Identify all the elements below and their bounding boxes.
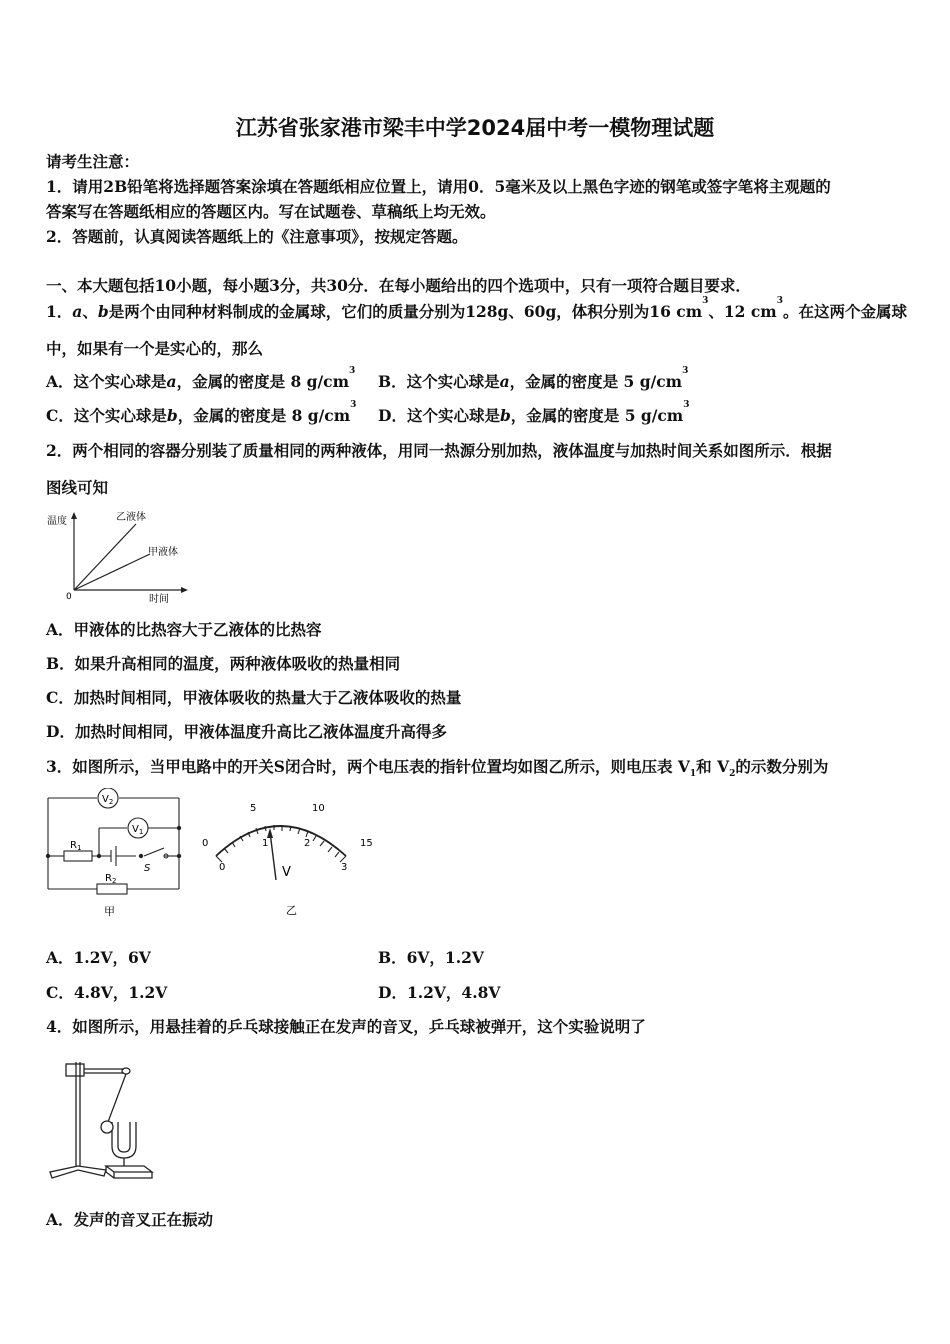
q3-option-a[interactable]: A．1.2V，6V (46, 948, 151, 967)
page-title: 江苏省张家港市梁丰中学2024届中考一模物理试题 (235, 116, 715, 140)
circuit-r1-label: $R_1$ (70, 840, 82, 852)
dial-caption: 乙 (286, 904, 297, 917)
q4-stem-line1: 4．如图所示，用悬挂着的乒乓球接触正在发声的音叉，乒乓球被弹开，这个实验说明了 (46, 1017, 646, 1036)
dial-top-tick-15: 15 (360, 838, 373, 849)
q1-stem-line2: 中，如果有一个是实心的，那么 (46, 339, 264, 358)
notice-item2: 2．答题前，认真阅读答题纸上的《注意事项》，按规定答题。 (46, 227, 468, 246)
dial-bottom-tick-0: 0 (219, 862, 226, 873)
circuit-switch-label: S (144, 863, 151, 874)
dial-top-tick-10: 10 (312, 803, 325, 814)
circuit-v1-label: $V_1$ (132, 824, 144, 836)
circuit-v2-label: $V_2$ (102, 794, 114, 806)
dial-needle (270, 832, 276, 880)
circuit-caption: 甲 (104, 905, 115, 918)
dial-bottom-tick-1: 1 (262, 838, 269, 849)
q3-circuit-diagram (44, 788, 189, 923)
q1-option-d[interactable]: D．这个实心球是b，金属的密度是 5 $g/cm^3$ (378, 400, 690, 425)
section-heading: 一、本大题包括10小题，每小题3分，共30分．在每小题给出的四个选项中，只有一项符合题目要求． (46, 276, 751, 295)
dial-bottom-tick-2: 2 (304, 838, 311, 849)
dial-top-tick-0: 0 (202, 838, 209, 849)
q3-voltmeter-dial (198, 796, 378, 921)
q3-option-d[interactable]: D．1.2V，4.8V (378, 983, 501, 1002)
notice-item1-line1: 1．请用2B铅笔将选择题答案涂填在答题纸相应位置上，请用0．5毫米及以上黑色字迹的钢笔或签字笔将主观题的 (46, 177, 831, 196)
dial-unit: V (282, 865, 291, 880)
q2-option-c[interactable]: C．加热时间相同，甲液体吸收的热量大于乙液体吸收的热量 (46, 688, 462, 707)
q2-line-jia (74, 554, 150, 590)
q4-tuning-fork-apparatus (44, 1054, 159, 1184)
q2-x-label: 时间 (149, 594, 169, 605)
q2-y-label: 温度 (47, 516, 67, 527)
q2-temperature-time-graph (44, 508, 194, 606)
q2-option-d[interactable]: D．加热时间相同，甲液体温度升高比乙液体温度升高得多 (46, 722, 447, 741)
q1-option-c[interactable]: C．这个实心球是b，金属的密度是 8 $g/cm^3$ (46, 400, 357, 425)
q4-option-a[interactable]: A．发声的音叉正在振动 (46, 1210, 214, 1229)
ping-pong-ball (101, 1121, 113, 1133)
notice-heading: 请考生注意： (46, 152, 140, 171)
q2-stem-line1: 2．两个相同的容器分别装了质量相同的两种液体，用同一热源分别加热，液体温度与加热时间关系如图所示．根据 (46, 441, 832, 460)
q2-stem-line2: 图线可知 (46, 478, 109, 497)
q3-option-c[interactable]: C．4.8V，1.2V (46, 983, 168, 1002)
dial-top-tick-5: 5 (250, 803, 257, 814)
q1-option-b[interactable]: B．这个实心球是a，金属的密度是 5 $g/cm^3$ (378, 366, 689, 391)
q1-option-a[interactable]: A．这个实心球是a，金属的密度是 8 $g/cm^3$ (46, 366, 356, 391)
q2-line-yi (74, 524, 136, 590)
q2-origin: 0 (66, 592, 72, 602)
circuit-r2-label: $R_2$ (105, 873, 117, 885)
q3-option-b[interactable]: B．6V，1.2V (378, 948, 484, 967)
q2-option-b[interactable]: B．如果升高相同的温度，两种液体吸收的热量相同 (46, 654, 401, 673)
q2-label-yi: 乙液体 (116, 512, 146, 523)
dial-bottom-tick-3: 3 (341, 862, 348, 873)
q1-stem-line1: 1．a、b是两个由同种材料制成的金属球，它们的质量分别为128g、60g，体积分别为16 $cm^3$、12 $cm^3$。在这两个金属球 (46, 296, 907, 321)
q2-label-jia: 甲液体 (148, 547, 178, 558)
q3-stem-line1: 3．如图所示，当甲电路中的开关S闭合时，两个电压表的指针位置均如图乙所示，则电压表 $V_1$和 $V_2$的示数分别为 (46, 757, 829, 780)
notice-item1-line2: 答案写在答题纸相应的答题区内。写在试题卷、草稿纸上均无效。 (46, 202, 496, 221)
q2-option-a[interactable]: A．甲液体的比热容大于乙液体的比热容 (46, 620, 322, 639)
